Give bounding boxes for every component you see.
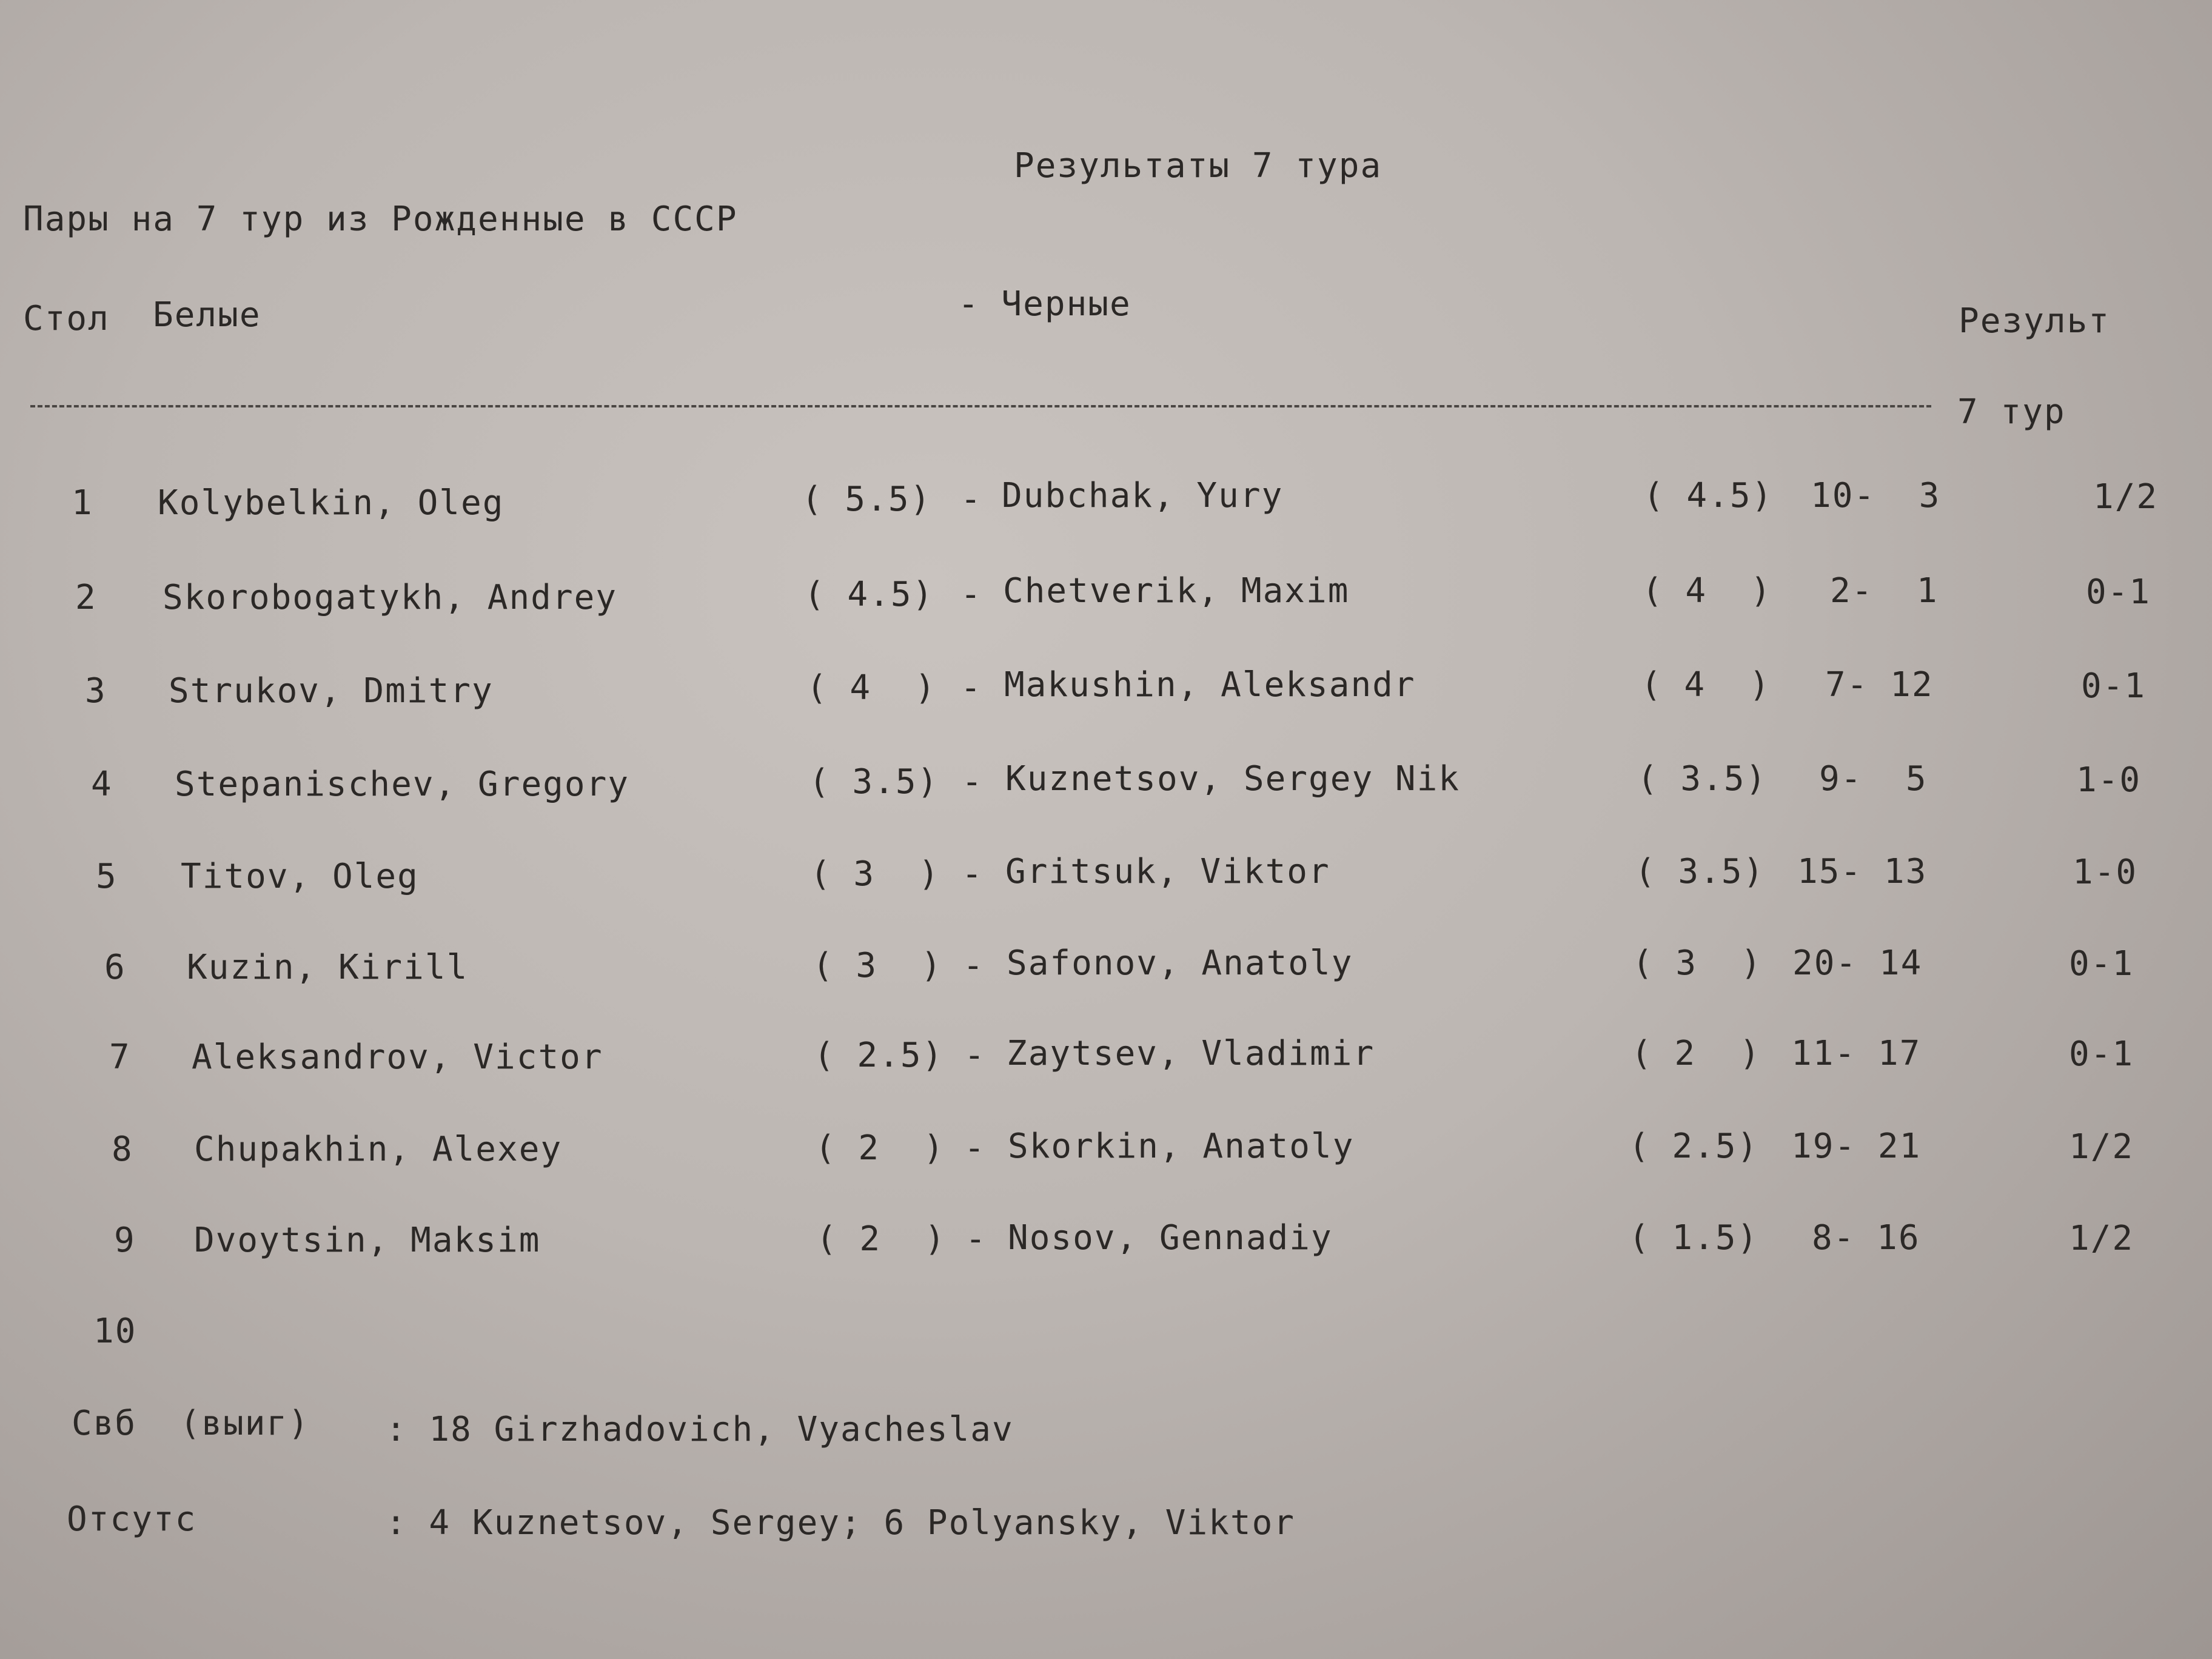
header-table: Стол bbox=[23, 299, 110, 338]
row-white-player: Kolybelkin, Oleg bbox=[158, 483, 504, 523]
row-white-score: ( 2.5) bbox=[814, 1036, 944, 1075]
row-white-score: ( 5.5) bbox=[802, 480, 932, 519]
row-table-number: 8 bbox=[112, 1130, 133, 1169]
bye-label: Свб (выиг) bbox=[72, 1404, 310, 1443]
row-white-score: ( 3 ) bbox=[810, 854, 940, 894]
row-result: 1/2 bbox=[2069, 1127, 2134, 1167]
row-result: 1-0 bbox=[2073, 853, 2138, 892]
document-subtitle: Пары на 7 тур из Рожденные в СССР bbox=[23, 199, 738, 239]
row-black-score: ( 3.5) bbox=[1635, 852, 1765, 891]
row-white-player: Chupakhin, Alexey bbox=[194, 1130, 563, 1169]
row-white-player: Skorobogatykh, Andrey bbox=[163, 578, 618, 617]
header-divider bbox=[30, 405, 1931, 407]
row-separator: - bbox=[964, 1128, 986, 1168]
document-title: Результаты 7 тура bbox=[1014, 146, 1382, 186]
row-separator: - bbox=[960, 668, 982, 708]
row-result: 0-1 bbox=[2081, 666, 2147, 706]
absent-label: Отсутс bbox=[67, 1500, 197, 1539]
row-table-number: 6 bbox=[104, 948, 126, 987]
row-separator: - bbox=[963, 946, 985, 985]
row-separator: - bbox=[962, 762, 984, 802]
row-white-player: Stepanischev, Gregory bbox=[175, 765, 630, 804]
row-result: 0-1 bbox=[2069, 1034, 2134, 1074]
row-black-score: ( 4.5) bbox=[1643, 476, 1774, 515]
row-black-player: Kuznetsov, Sergey Nik bbox=[1005, 759, 1461, 799]
row-white-player: Dvoytsin, Maksim bbox=[194, 1221, 541, 1260]
row-table-number: 2 bbox=[75, 578, 97, 617]
row-separator: - bbox=[965, 1219, 987, 1259]
row-pair-numbers: 15- 13 bbox=[1797, 852, 1928, 891]
row-black-score: ( 3.5) bbox=[1637, 759, 1768, 799]
row-white-score: ( 3 ) bbox=[813, 946, 943, 985]
row-result: 0-1 bbox=[2069, 944, 2134, 984]
row-result: 1-0 bbox=[2076, 760, 2142, 800]
row-black-player: Zaytsev, Vladimir bbox=[1007, 1034, 1375, 1073]
row-pair-numbers: 9- 5 bbox=[1819, 759, 1928, 799]
header-result: Результ bbox=[1959, 301, 2111, 341]
row-black-score: ( 2 ) bbox=[1631, 1034, 1761, 1073]
row-pair-numbers: 19- 21 bbox=[1791, 1127, 1922, 1166]
row-black-player: Makushin, Aleksandr bbox=[1004, 665, 1416, 705]
row-result: 0-1 bbox=[2086, 572, 2151, 612]
row-separator: - bbox=[960, 480, 982, 519]
row-separator: - bbox=[964, 1036, 986, 1075]
row-white-score: ( 2 ) bbox=[815, 1128, 945, 1168]
row-black-player: Nosov, Gennadiy bbox=[1008, 1218, 1333, 1258]
row-table-number: 10 bbox=[93, 1312, 137, 1351]
row-white-score: ( 2 ) bbox=[816, 1219, 947, 1259]
row-black-player: Chetverik, Maxim bbox=[1003, 571, 1350, 611]
row-white-score: ( 3.5) bbox=[809, 762, 939, 802]
row-separator: - bbox=[960, 575, 982, 614]
row-result: 1/2 bbox=[2093, 477, 2159, 517]
row-pair-numbers: 20- 14 bbox=[1792, 943, 1923, 983]
row-black-player: Dubchak, Yury bbox=[1002, 476, 1284, 515]
row-pair-numbers: 8- 16 bbox=[1812, 1218, 1920, 1258]
row-black-player: Gritsuk, Viktor bbox=[1005, 852, 1330, 891]
row-white-player: Kuzin, Kirill bbox=[187, 948, 469, 987]
row-pair-numbers: 7- 12 bbox=[1825, 665, 1934, 705]
row-pair-numbers: 10- 3 bbox=[1811, 476, 1941, 515]
row-table-number: 1 bbox=[72, 483, 93, 523]
header-round: 7 тур bbox=[1957, 392, 2066, 432]
header-black: - Черные bbox=[958, 284, 1131, 324]
row-black-player: Skorkin, Anatoly bbox=[1008, 1127, 1355, 1166]
row-black-player: Safonov, Anatoly bbox=[1007, 943, 1353, 983]
row-result: 1/2 bbox=[2069, 1219, 2134, 1258]
bye-value: : 18 Girzhadovich, Vyacheslav bbox=[386, 1410, 1014, 1449]
header-white: Белые bbox=[153, 295, 261, 335]
row-table-number: 9 bbox=[114, 1221, 136, 1260]
row-white-player: Aleksandrov, Victor bbox=[192, 1037, 603, 1077]
row-white-player: Titov, Oleg bbox=[181, 857, 419, 896]
row-black-score: ( 2.5) bbox=[1629, 1127, 1759, 1166]
row-table-number: 7 bbox=[109, 1037, 131, 1077]
row-black-score: ( 4 ) bbox=[1642, 571, 1772, 611]
row-separator: - bbox=[962, 854, 984, 894]
row-black-score: ( 3 ) bbox=[1632, 943, 1763, 983]
row-pair-numbers: 11- 17 bbox=[1791, 1034, 1922, 1073]
row-white-score: ( 4 ) bbox=[806, 668, 937, 708]
row-table-number: 4 bbox=[91, 765, 113, 804]
row-pair-numbers: 2- 1 bbox=[1830, 571, 1939, 611]
row-table-number: 3 bbox=[85, 671, 107, 711]
row-white-score: ( 4.5) bbox=[804, 575, 934, 614]
row-white-player: Strukov, Dmitry bbox=[169, 671, 494, 711]
row-black-score: ( 4 ) bbox=[1641, 665, 1771, 705]
absent-value: : 4 Kuznetsov, Sergey; 6 Polyansky, Viktor bbox=[386, 1503, 1296, 1543]
row-table-number: 5 bbox=[96, 857, 118, 896]
row-black-score: ( 1.5) bbox=[1629, 1218, 1759, 1258]
